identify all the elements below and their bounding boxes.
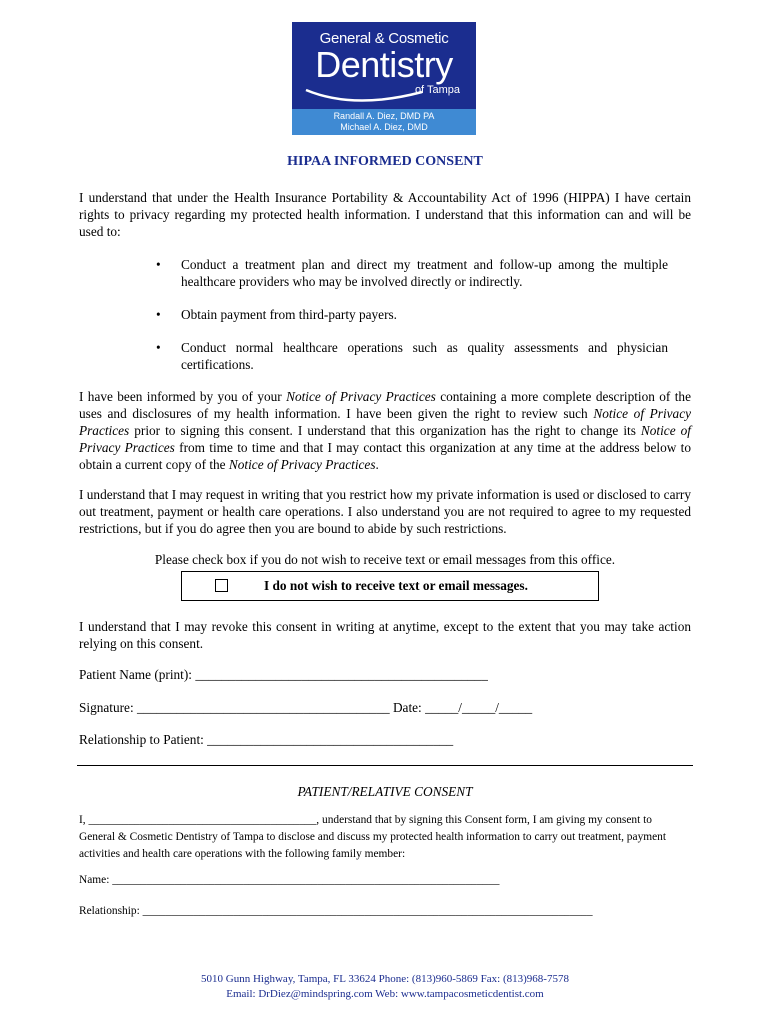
privacy-paragraph — [79, 388, 691, 473]
relative-consent-title: PATIENT/RELATIVE CONSENT — [297, 784, 473, 799]
notice-reference: Notice of Privacy Practices — [286, 389, 436, 404]
privacy-text: from time to time and that I may contact this organization at any time at the address below to obtain a current copy of the — [79, 440, 691, 472]
bullet-text: Conduct normal healthcare operations such as quality assessments and physician certifications. — [181, 340, 668, 372]
footer-address: 5010 Gunn Highway, Tampa, FL 33624 Phone: (813)960-5869 Fax: (813)968-7578 — [201, 973, 569, 985]
bullet-dot-icon: • — [156, 340, 161, 355]
logo-dentists-band — [292, 109, 476, 135]
signature-date-field[interactable]: Signature: ______________________________________ Date: _____/_____/_____ — [79, 700, 533, 715]
relative-consent-body: I, ________________________________________, understand that by signing this Consent form, I am giving my consent to General & Cosmetic Dentistry of Tampa to disclose and discuss my protected health information to carry out treatment, payment activities and health care operations with the following family member: — [79, 814, 667, 860]
logo-dentist-1: Randall A. Diez, DMD PA — [333, 111, 435, 121]
optout-box — [181, 571, 599, 601]
section-divider — [77, 765, 693, 766]
bullet-text: Obtain payment from third-party payers. — [181, 307, 398, 322]
notice-reference: Notice of Privacy Practices — [228, 457, 376, 472]
bullet-item — [156, 339, 668, 373]
optout-checkbox[interactable] — [215, 579, 228, 592]
logo-line-1: General & Cosmetic — [319, 30, 449, 47]
bullet-item — [156, 256, 668, 290]
logo-line-3: of Tampa — [414, 84, 460, 96]
revoke-paragraph: I understand that I may revoke this consent in writing at anytime, except to the extent that you may take action relying on this consent. — [79, 619, 691, 651]
optout-label: I do not wish to receive text or email messages. — [264, 578, 528, 593]
privacy-text: I have been informed by you of your — [79, 389, 287, 404]
family-relationship-field[interactable]: Relationship: _______________________________________________________________________________ — [79, 905, 593, 917]
intro-paragraph: I understand that under the Health Insurance Portability & Accountability Act of 1996 (HIPPA) I have certain rights to privacy regarding my protected health information. I understand that this information can and will be used to: — [79, 190, 691, 239]
check-prompt: Please check box if you do not wish to receive text or email messages from this office. — [154, 552, 616, 567]
restriction-paragraph: I understand that I may request in writing that you restrict how my private information is used or disclosed to carry out treatment, payment or health care operations. I also understand you are not required to agree to my requested restrictions, but if you do agree then you are bound to abide by such restrictions. — [79, 487, 691, 536]
bullet-text: Conduct a treatment plan and direct my treatment and follow-up among the multiple healthcare providers who may be involved directly or indirectly. — [181, 257, 668, 289]
privacy-text: . — [375, 457, 379, 472]
footer-contact: Email: DrDiez@mindspring.com Web: www.tampacosmeticdentist.com — [226, 988, 544, 1000]
logo-swoosh-icon — [304, 86, 424, 106]
privacy-text: prior to signing this consent. I understand that this organization has the right to change its — [129, 423, 641, 438]
relationship-field[interactable]: Relationship to Patient: _____________________________________ — [79, 732, 454, 747]
patient-name-field[interactable]: Patient Name (print): ____________________________________________ — [79, 667, 488, 682]
document-title: HIPAA INFORMED CONSENT — [287, 154, 483, 169]
privacy-text: containing a more complete description of the uses and disclosures of my health information. I have been given the right to review such — [79, 389, 691, 421]
notice-reference: Notice of Privacy Practices — [79, 423, 691, 455]
practice-logo — [292, 22, 476, 135]
bullet-item — [156, 306, 668, 323]
family-name-field[interactable]: Name: ____________________________________________________________________ — [79, 874, 500, 886]
bullet-dot-icon: • — [156, 257, 161, 272]
bullet-dot-icon: • — [156, 307, 161, 322]
notice-reference: Notice of Privacy Practices — [79, 406, 691, 438]
logo-line-2: Dentistry — [315, 44, 453, 85]
logo-dentist-2: Michael A. Diez, DMD — [340, 122, 428, 132]
